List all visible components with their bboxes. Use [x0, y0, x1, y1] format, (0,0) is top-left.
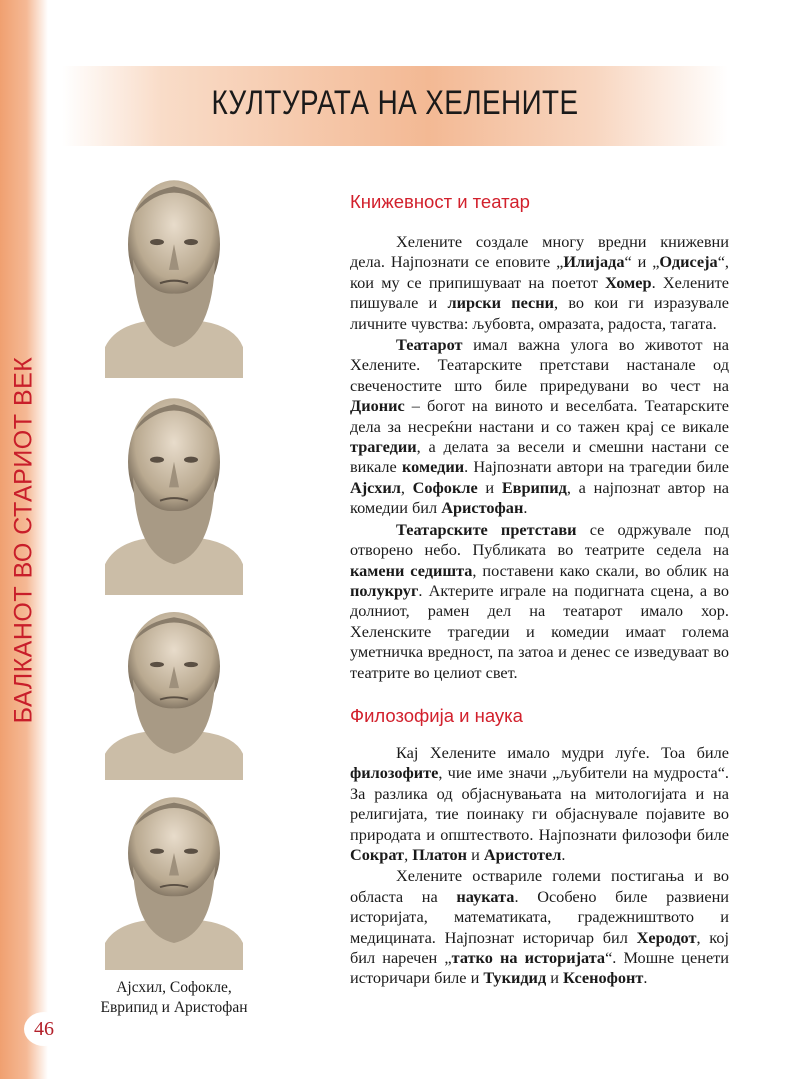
- bold-term: Сократ: [350, 845, 405, 865]
- bold-term: лирски песни: [447, 293, 555, 313]
- text-run: имал важна улога во животот на Хелените. Театарските претстави настанале од свеченостите што биле приредувани во чест на: [350, 335, 729, 395]
- bold-term: трагедии: [350, 437, 417, 457]
- bust-portrait: [105, 390, 243, 595]
- bold-term: Илијада: [563, 252, 625, 272]
- bold-term: Софокле: [412, 477, 478, 497]
- text-run: и: [467, 845, 484, 865]
- paragraph: [350, 520, 729, 683]
- text-run: , кој бил наречен „: [350, 927, 730, 968]
- text-run: , а делата за весели и смешни настани се викале: [350, 437, 729, 477]
- text-run: .: [523, 498, 528, 518]
- bold-term: филозофите: [350, 763, 439, 783]
- text-run: . Хелените пишувале и: [350, 272, 730, 313]
- text-run: “. Мошне ценети историчари биле и: [350, 948, 729, 988]
- bold-term: Платон: [412, 845, 468, 865]
- text-run: . Актерите играле на подигната сцена, а во долниот, рамен дел на театарот имало хор. Хеленските трагедии и комедии имаат голема уметничка вредност, па затоа и денес се изведуваат во театрите во целиот свет.: [350, 580, 729, 682]
- bold-term: комедии: [402, 457, 465, 477]
- bold-term: Дионис: [350, 396, 405, 416]
- section-heading: Книжевност и театар: [350, 191, 530, 212]
- text-run: Кај Хелените имало мудри луѓе. Тоа биле: [396, 743, 729, 762]
- text-run: – богот на виното и веселбата. Театарските дела за несреќни настани и со тажен крај се викале: [350, 396, 729, 436]
- bold-term: Аристофан: [441, 498, 524, 518]
- chapter-side-strip: [0, 0, 48, 1079]
- figure-caption: [80, 978, 268, 1018]
- bold-term: полукруг: [350, 580, 419, 600]
- text-run: .: [561, 845, 566, 865]
- bold-term: камени седишта: [350, 560, 473, 580]
- bust-portrait: [105, 790, 243, 970]
- text-run: “ и „: [624, 252, 660, 272]
- text-run: . Особено биле развиени историјата, математиката, градежништвото и медицината. Најпознат историчар бил: [350, 886, 729, 947]
- text-run: Хелените оствариле големи постигања и во областа на: [350, 866, 729, 906]
- bold-term: Тукидид: [483, 968, 547, 988]
- text-run: , а најпознат автор на комедии бил: [350, 477, 730, 518]
- text-run: се одржувале под отворено небо. Публиката во театрите седела на: [350, 519, 729, 560]
- paragraph: [350, 335, 729, 519]
- bold-term: Еврипид: [501, 477, 567, 497]
- text-run: , поставени како скали, во облик на: [472, 560, 730, 580]
- text-run: ,: [404, 845, 413, 865]
- page-title: КУЛТУРАТА НА ХЕЛЕНИТЕ: [211, 84, 579, 122]
- bold-term: татко на историјата: [451, 948, 606, 968]
- caption-line: Еврипид и Аристофан: [100, 999, 248, 1016]
- bold-term: Одисеја: [659, 252, 718, 272]
- bold-term: Театарските претстави: [396, 519, 577, 539]
- bold-term: Херодот: [636, 927, 697, 947]
- text-run: ,: [400, 477, 413, 497]
- bold-term: Ксенофонт: [563, 968, 644, 988]
- text-run: Хелените создале многу вредни книжевни дела. Најпознати се еповите „: [350, 232, 729, 272]
- paragraph: [350, 866, 729, 988]
- bold-term: Ајсхил: [350, 477, 401, 497]
- text-run: и: [546, 968, 564, 988]
- section-literature-theatre: [350, 191, 729, 683]
- bust-portrait: [105, 605, 243, 780]
- text-run: , чие име значи „љубители на мудроста“. За разлика од објаснувањата на митологијата и на религијата, тие поинаку ги објаснувале појавите во природата и општеството. Најпознати филозофи биле: [350, 763, 729, 844]
- caption-line: Ајсхил, Софокле,: [116, 979, 232, 996]
- text-run: , во кои ги изразувале личните чувства: љубовта, омразата, радоста, тагата.: [350, 293, 729, 333]
- section-heading: Филозофија и наука: [350, 705, 523, 726]
- text-run: .: [643, 968, 648, 988]
- bust-portrait: [105, 172, 243, 378]
- bold-term: Хомер: [605, 272, 652, 292]
- chapter-title: БАЛКАНОТ ВО СТАРИОТ ВЕК: [9, 356, 38, 724]
- bold-term: науката: [456, 886, 515, 906]
- text-run: и: [477, 477, 502, 497]
- paragraph: [350, 232, 729, 334]
- paragraph: [350, 743, 729, 865]
- page-number: 46: [24, 1012, 64, 1046]
- bold-term: Аристотел: [483, 845, 562, 865]
- section-philosophy-science: [350, 705, 729, 989]
- text-run: “, кои му се припишуваат на поетот: [350, 252, 729, 292]
- text-run: . Најпознати автори на трагедии биле: [464, 457, 729, 477]
- bold-term: Театарот: [396, 335, 463, 355]
- title-band: [62, 66, 728, 146]
